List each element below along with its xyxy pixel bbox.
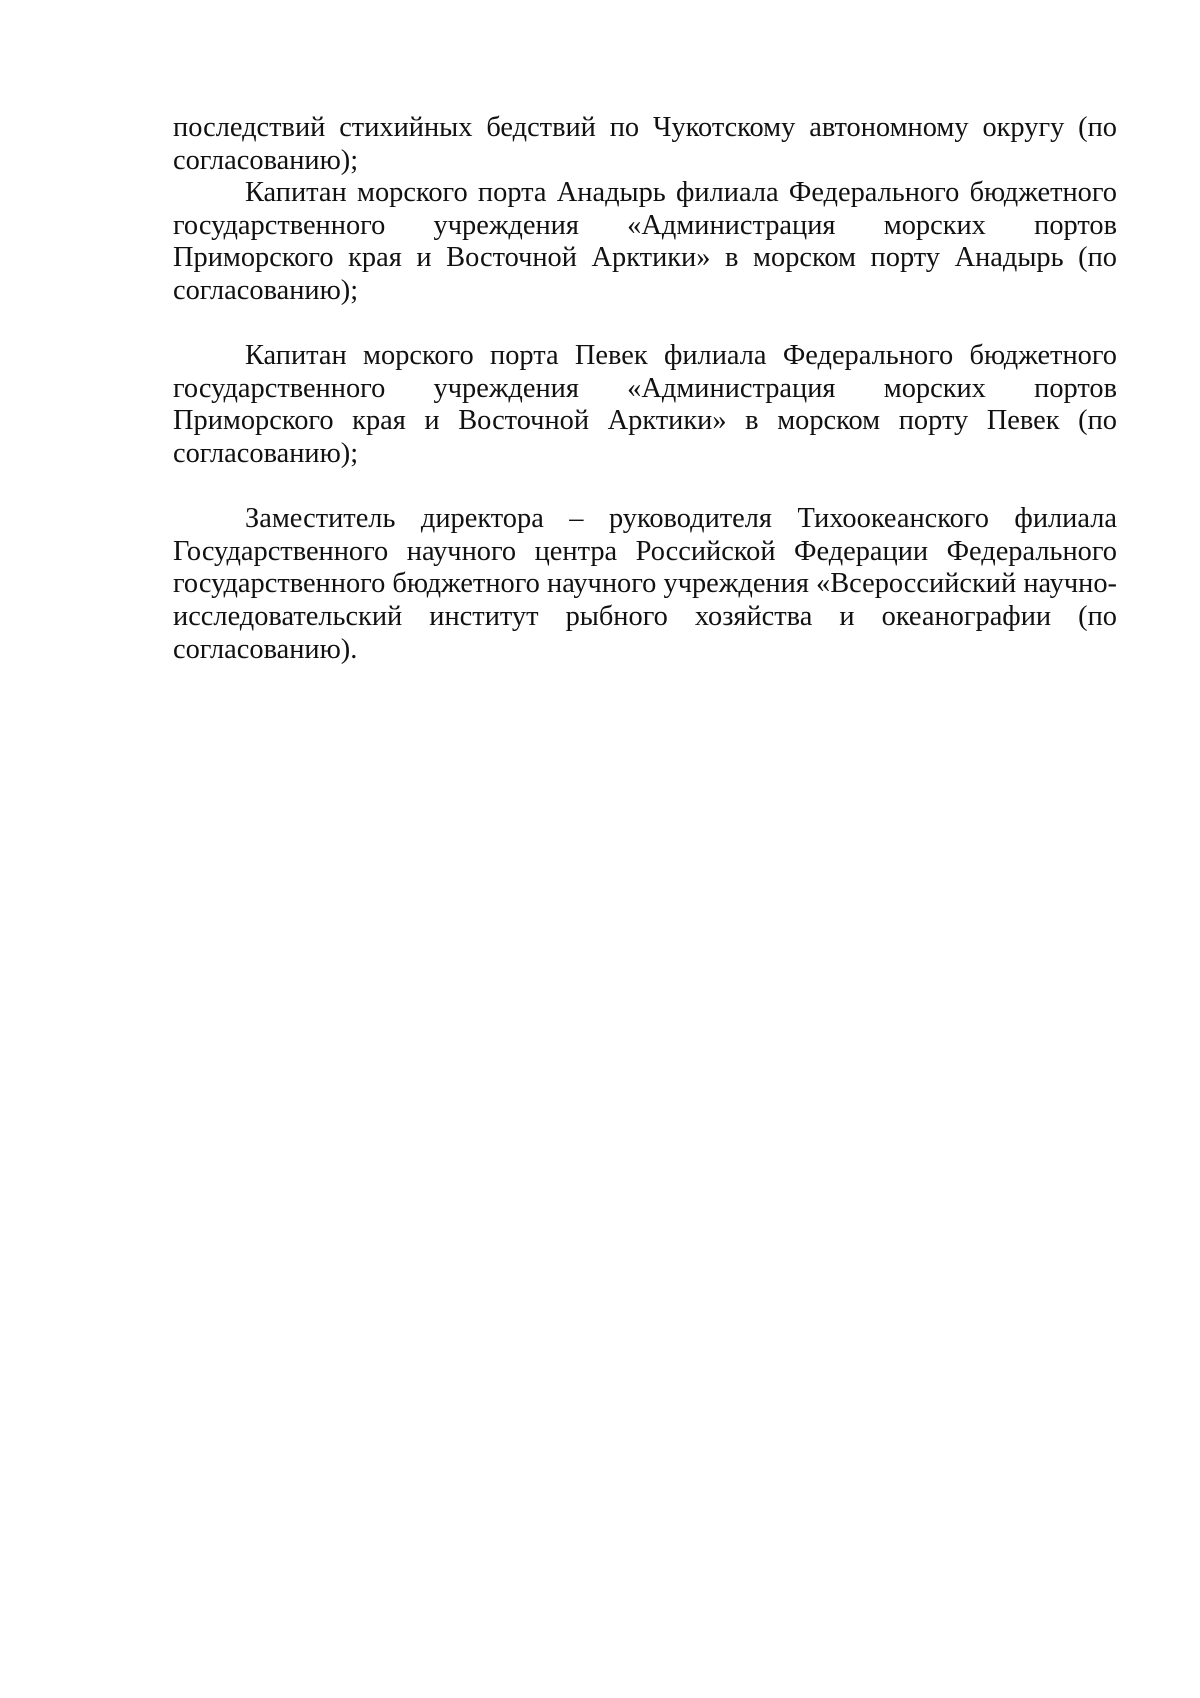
document-body (173, 112, 1117, 666)
paragraph-continuation: последствий стихийных бедствий по Чукотскому автономному округу (по согласованию); (173, 112, 1117, 176)
paragraph-deputy-director: Заместитель директора – руководителя Тихоокеанского филиала Государственного научного центра Российской Федерации Федерального государственного бюджетного научного учреждения «Всероссийский научно-исследовательский институт рыбного хозяйства и океанографии (по согласованию). (173, 503, 1117, 665)
paragraph-pevek-port-captain: Капитан морского порта Певек филиала Федерального бюджетного государственного учреждения «Администрация морских портов Приморского края и Восточной Арктики» в морском порту Певек (по согласованию); (173, 340, 1117, 469)
paragraph-anadyr-port-captain: Капитан морского порта Анадырь филиала Федерального бюджетного государственного учреждения «Администрация морских портов Приморского края и Восточной Арктики» в морском порту Анадырь (по согласованию); (173, 177, 1117, 306)
